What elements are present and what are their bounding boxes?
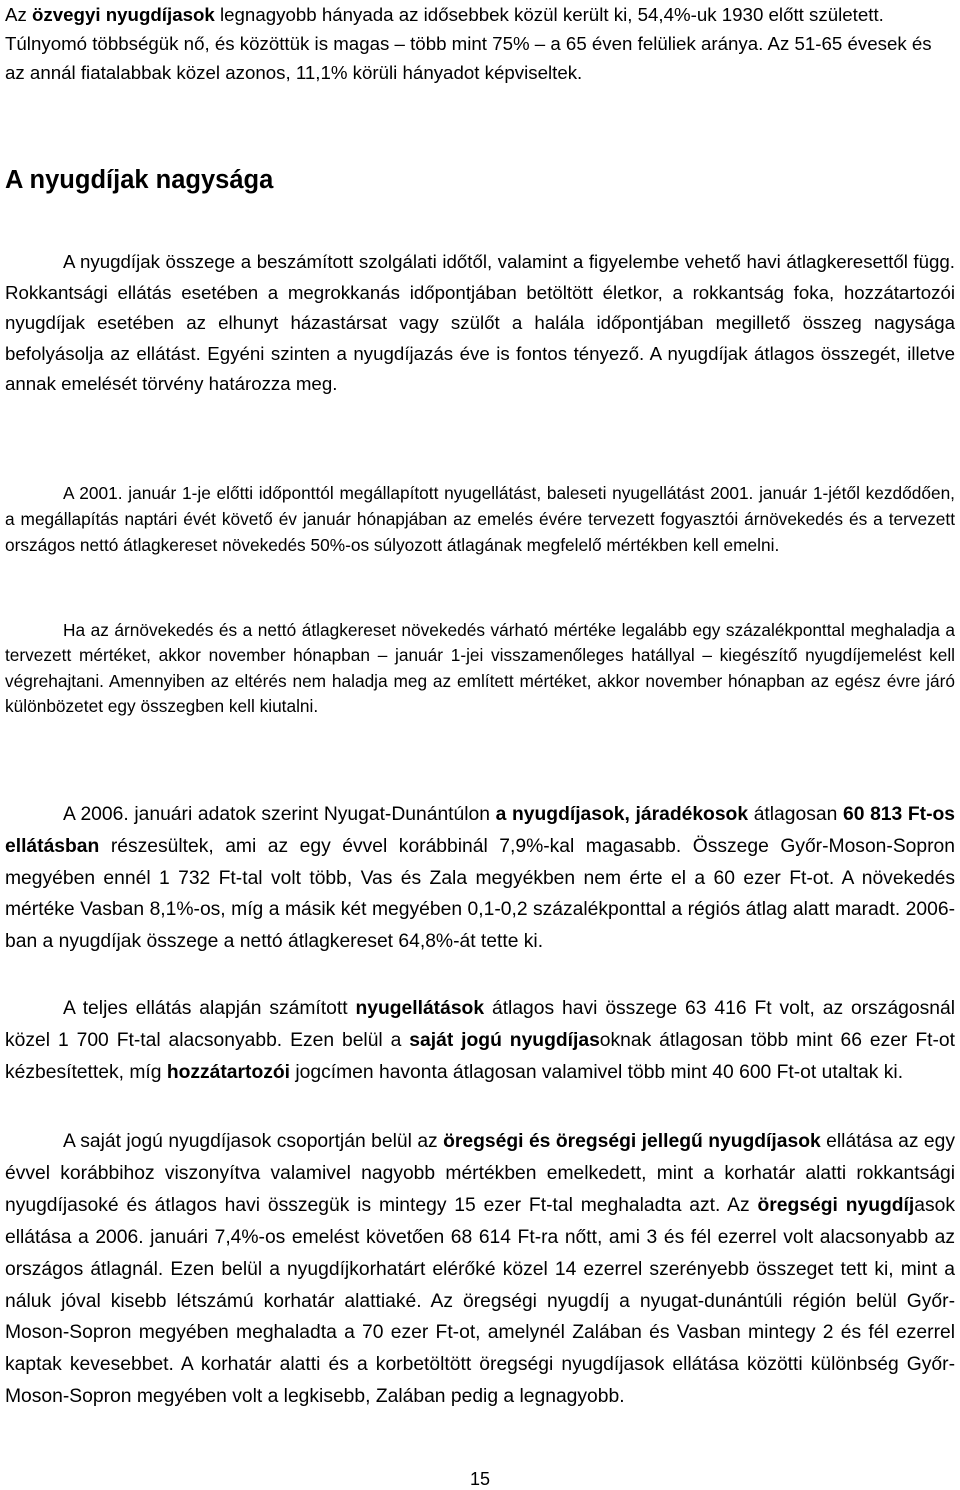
paragraph-full-benefit bbox=[5, 993, 955, 1089]
text: legnagyobb hányada az idősebbek közül került ki, 54,4%-uk 1930 előtt született. Túlnyomó többségük nő, és közöttük is magas – több mint 75% – a 65 éven felüliek aránya. Az 51-65 évesek és az annál fiatalabbak közel azonos, 11,1% körüli hányadot képviseltek. bbox=[5, 4, 932, 83]
text: ellátása az egy évvel korábbihoz viszonyítva valamivel nagyobb mértékben emelkedett, mint a korhatár alatti rokkantsági nyugdíjasoké és átlagos havi összegük is mintegy 15 ezer Ft-tal meghaladta azt. Az bbox=[5, 1131, 955, 1216]
text: átlagosan bbox=[748, 804, 843, 825]
bold-text: öregségi és öregségi jellegű nyugdíjasok bbox=[443, 1131, 821, 1152]
text: A teljes ellátás alapján számított bbox=[63, 998, 356, 1019]
bold-text: saját jogú nyugdíjas bbox=[409, 1030, 600, 1051]
bold-text: 60 813 Ft-os ellátásban bbox=[5, 804, 956, 857]
bold-text: nyugellátások bbox=[355, 998, 485, 1019]
paragraph-inflation-adjustment bbox=[5, 618, 955, 720]
paragraph-pension-amount bbox=[5, 247, 955, 400]
bold-text: hozzátartozói bbox=[166, 1062, 291, 1083]
text: A saját jogú nyugdíjasok csoportján belül az bbox=[63, 1131, 444, 1152]
text: oknak átlagosan több mint 66 ezer Ft-ot kézbesítettek, míg bbox=[5, 1030, 955, 1083]
text: asok ellátása a 2006. januári 7,4%-os emelést követően 68 614 Ft-ra nőtt, ami 3 és fél ezerrel volt alacsonyabb az országos átlagnál. Ezen belül a nyugdíjkorhatárt elérőké közel 14 ezerrel szerényebb összeget tett ki, mint a náluk jóval kisebb létszámú korhatár alattiaké. Az öregségi nyugdíj a nyugat-dunántúli régión belül Győr-Moson-Sopron megyében meghaladta a 70 ezer Ft-ot, amelynél Zalában és Vasban mintegy 2 és fél ezerrel kaptak kevesebbet. A korhatár alatti és a korbetöltött öregségi nyugdíjasok ellátása közötti különbség Győr-Moson-Sopron megyében volt a legkisebb, Zalában pedig a legnagyobb. bbox=[5, 1194, 955, 1408]
paragraph-widow-pensioners bbox=[5, 0, 955, 87]
text: Az bbox=[5, 4, 33, 25]
paragraph-2006-data bbox=[5, 799, 955, 958]
paragraph-own-right-pensioners bbox=[5, 1126, 955, 1413]
text: átlagos havi összege 63 416 Ft volt, az országosnál közel 1 700 Ft-tal alacsonyabb. Ezen belül a bbox=[5, 998, 955, 1051]
page-number: 15 bbox=[469, 1469, 491, 1489]
text: részesültek, ami az egy évvel korábbinál 7,9%-kal magasabb. Összege Győr-Moson-Sopron megyében ennél 1 732 Ft-tal volt több, Vas és Zala megyékben nem érte el a 60 ezer Ft-ot. A növekedés mértéke Vasban 8,1%-os, míg a másik két megyében 0,1-0,2 százalékponttal a régiós átlag alatt maradt. 2006-ban a nyugdíjak összege a nettó átlagkereset 64,8%-át tette ki. bbox=[5, 835, 955, 953]
paragraph-2001-rule bbox=[5, 480, 955, 558]
text: A nyugdíjak összege a beszámított szolgálati időtől, valamint a figyelembe vehető havi átlagkeresettől függ. Rokkantsági ellátás esetében a megrokkanás időpontjában betöltött életkor, a rokkantság foka, hozzátartozói nyugdíjak esetében az elhunyt házastársat vagy szülőt a halála időpontjában megillető összeg nagysága befolyásolja az ellátást. Egyéni szinten a nyugdíjazás éve is fontos tényező. A nyugdíjak átlagos összegét, illetve annak emelését törvény határozza meg. bbox=[5, 251, 955, 394]
bold-text: özvegyi nyugdíjasok bbox=[32, 4, 215, 25]
bold-text: a nyugdíjasok, járadékosok bbox=[495, 804, 749, 825]
text: Ha az árnövekedés és a nettó átlagkereset növekedés várható mértéke legalább egy százalékponttal meghaladja a tervezett mértéket, akkor november hónapban – január 1-jei visszamenőleges hatállyal – kiegészítő nyugdíjemelést kell végrehajtani. Amennyiben az eltérés nem haladja meg az említett mértéket, akkor november hónapban az egész évre járó különbözetet egy összegben kell kiutalni. bbox=[5, 620, 955, 717]
text: A 2006. januári adatok szerint Nyugat-Dunántúlon bbox=[63, 804, 496, 825]
bold-text: öregségi nyugdíj bbox=[757, 1194, 915, 1216]
section-title: A nyugdíjak nagysága bbox=[5, 166, 274, 194]
text: A 2001. január 1-je előtti időponttól megállapított nyugellátást, baleseti nyugellátást 2001. január 1-jétől kezdődően, a megállapítás naptári évét követő év január hónapjában az emelés évére tervezett fogyasztói árnövekedés és a tervezett országos nettó átlagkereset növekedés 50%-os súlyozott átlagának megfelelő mértékben kell emelni. bbox=[5, 483, 955, 555]
text: jogcímen havonta átlagosan valamivel több mint 40 600 Ft-ot utaltak ki. bbox=[290, 1062, 904, 1083]
